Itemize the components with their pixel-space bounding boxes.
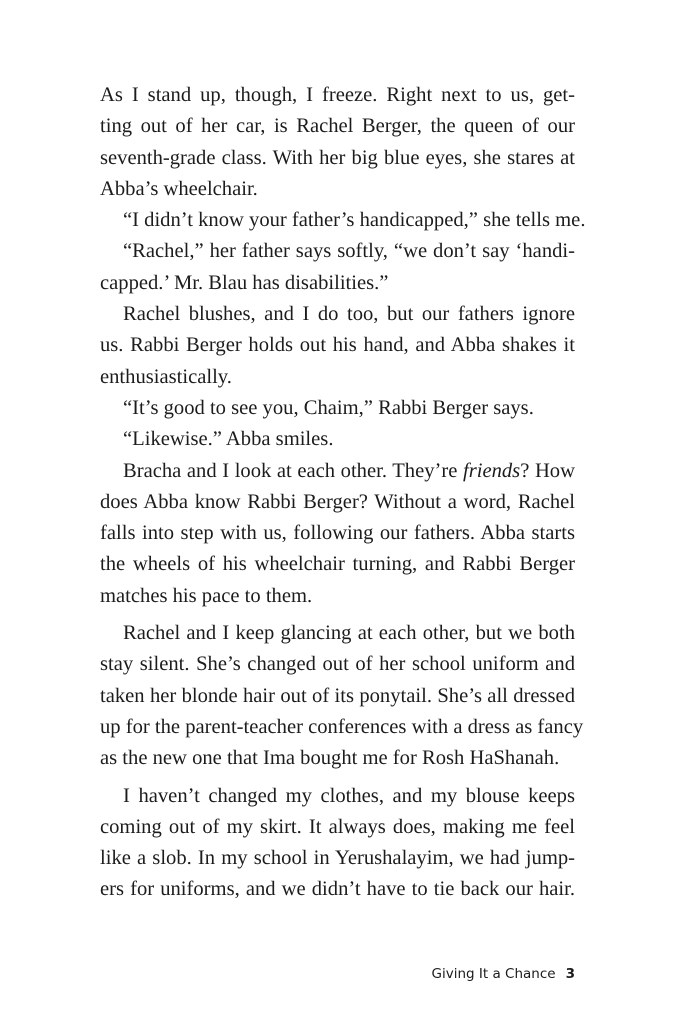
- text-line: “I didn’t know your father’s handicapped,” she tells me.: [123, 209, 586, 232]
- italic-word: friends: [462, 459, 521, 482]
- text-line: Rachel and I keep glancing at each other, but we both: [123, 622, 575, 645]
- text-line: ers for uniforms, and we didn’t have to tie back our hair.: [100, 878, 575, 901]
- text-line: capped.’ Mr. Blau has disabilities.”: [100, 271, 389, 294]
- text-line: stay silent. She’s changed out of her school uniform and: [100, 653, 575, 676]
- text-line: “Likewise.” Abba smiles.: [123, 428, 334, 451]
- text-line: ting out of her car, is Rachel Berger, the queen of our: [100, 115, 575, 138]
- text-line: as the new one that Ima bought me for Rosh HaShanah.: [100, 747, 560, 770]
- text-line: “It’s good to see you, Chaim,” Rabbi Berger says.: [123, 396, 534, 419]
- text-line: does Abba know Rabbi Berger? Without a word, Rachel: [100, 490, 575, 513]
- text-line: As I stand up, though, I freeze. Right next to us, get-: [100, 84, 575, 106]
- text-line: the wheels of his wheelchair turning, and Rabbi Berger: [100, 553, 575, 576]
- text-line: coming out of my skirt. It always does, making me feel: [100, 815, 575, 838]
- text-line: Abba’s wheelchair.: [100, 177, 258, 200]
- text-fragment: Bracha and I look at each other. They’re: [123, 459, 463, 482]
- body-text: [100, 80, 586, 906]
- text-line: “Rachel,” her father says softly, “we don’t say ‘handi-: [123, 240, 575, 263]
- text-line: Rachel blushes, and I do too, but our fathers ignore: [123, 303, 575, 326]
- text-line: us. Rabbi Berger holds out his hand, and Abba shakes it: [100, 334, 575, 357]
- text-line: taken her blonde hair out of its ponytail. She’s all dressed: [100, 684, 575, 707]
- text-line: like a slob. In my school in Yerushalayim, we had jump-: [100, 847, 575, 870]
- text-line: [100, 456, 575, 487]
- text-line: falls into step with us, following our fathers. Abba starts: [100, 522, 575, 545]
- text-fragment: ? How: [520, 459, 575, 482]
- page-number: 3: [565, 966, 575, 982]
- text-line: matches his pace to them.: [100, 584, 313, 607]
- text-line: seventh-grade class. With her big blue eyes, she stares at: [100, 146, 575, 169]
- text-line: up for the parent-teacher conferences with a dress as fancy: [100, 715, 584, 738]
- running-head: Giving It a Chance: [431, 966, 556, 982]
- page-footer: [380, 966, 575, 982]
- text-line: enthusiastically.: [100, 365, 232, 388]
- text-line: I haven’t changed my clothes, and my blouse keeps: [123, 784, 575, 807]
